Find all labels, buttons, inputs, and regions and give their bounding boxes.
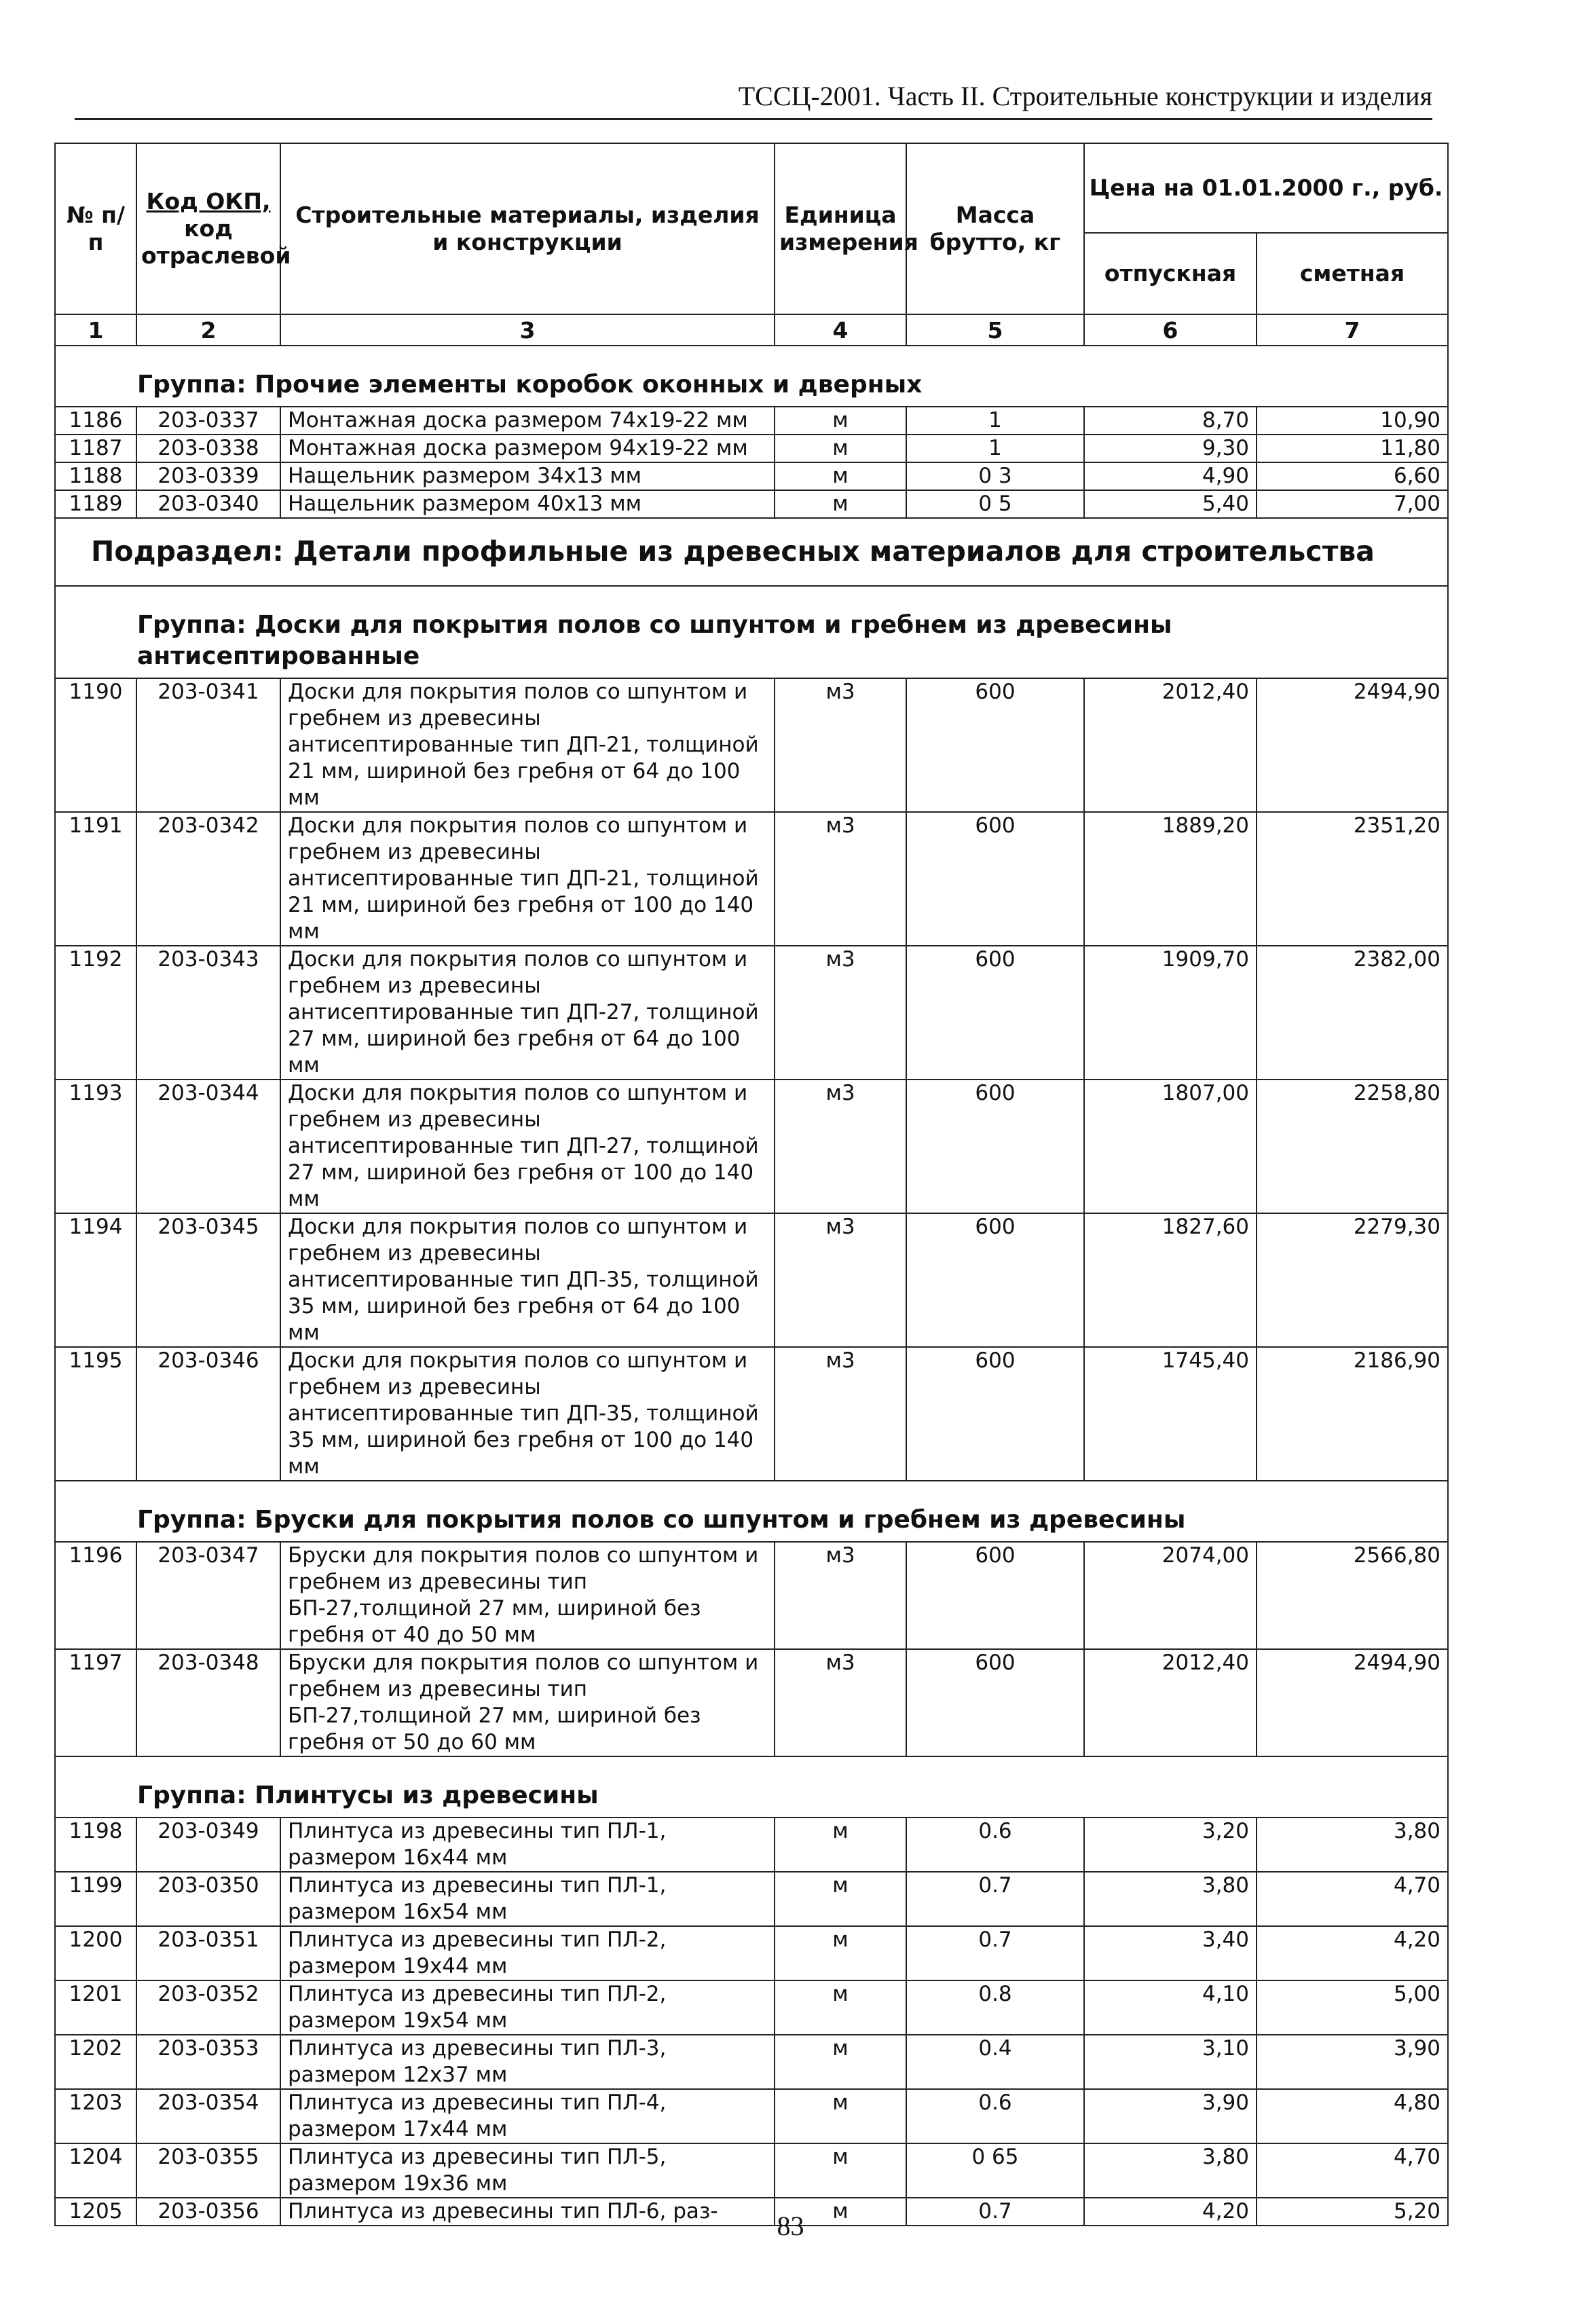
- item-unit: м: [775, 1872, 906, 1926]
- item-number: 1190: [55, 678, 136, 812]
- table-row: [55, 1649, 1448, 1756]
- item-price-release: 1807,00: [1084, 1080, 1257, 1213]
- table-row: [55, 407, 1448, 435]
- item-price-release: 9,30: [1084, 435, 1257, 462]
- group-title: Группа: Доски для покрытия полов со шпунтом и гребнем из древесины антисептированные: [55, 586, 1448, 678]
- item-mass: 600: [906, 1542, 1084, 1649]
- item-number: 1198: [55, 1818, 136, 1872]
- item-number: 1192: [55, 946, 136, 1080]
- item-number: 1200: [55, 1926, 136, 1980]
- item-unit: м: [775, 2143, 906, 2198]
- table-row: [55, 1080, 1448, 1213]
- item-price-release: 4,10: [1084, 1980, 1257, 2035]
- item-price-estimate: 2494,90: [1257, 1649, 1448, 1756]
- item-unit: м: [775, 435, 906, 462]
- item-unit: м3: [775, 812, 906, 946]
- column-number: 6: [1084, 314, 1257, 346]
- item-code: 203-0354: [136, 2089, 280, 2143]
- table-row: [55, 1542, 1448, 1649]
- item-unit: м3: [775, 946, 906, 1080]
- item-price-estimate: 2258,80: [1257, 1080, 1448, 1213]
- item-code: 203-0346: [136, 1347, 280, 1481]
- item-code: 203-0342: [136, 812, 280, 946]
- item-price-release: 1827,60: [1084, 1213, 1257, 1347]
- table-row: [55, 490, 1448, 518]
- item-price-estimate: 5,20: [1257, 2198, 1448, 2226]
- item-mass: 600: [906, 678, 1084, 812]
- item-unit: м3: [775, 1649, 906, 1756]
- item-price-estimate: 10,90: [1257, 407, 1448, 435]
- item-name: Доски для покрытия полов со шпунтом и гребнем из древесины антисептированные тип ДП-27, толщиной 27 мм, шириной без гребня от 64 до 100 мм: [280, 946, 775, 1080]
- group-row: [55, 346, 1448, 407]
- item-unit: м: [775, 490, 906, 518]
- item-number: 1201: [55, 1980, 136, 2035]
- item-name: Плинтуса из древесины тип ПЛ-1, размером 16x44 мм: [280, 1818, 775, 1872]
- item-unit: м3: [775, 1213, 906, 1347]
- column-number: 7: [1257, 314, 1448, 346]
- table-row: [55, 1818, 1448, 1872]
- item-name: Монтажная доска размером 74x19-22 мм: [280, 407, 775, 435]
- item-code: 203-0343: [136, 946, 280, 1080]
- item-number: 1199: [55, 1872, 136, 1926]
- item-code: 203-0347: [136, 1542, 280, 1649]
- item-mass: 0.7: [906, 2198, 1084, 2226]
- item-price-estimate: 2186,90: [1257, 1347, 1448, 1481]
- item-mass: 1: [906, 407, 1084, 435]
- item-name: Плинтуса из древесины тип ПЛ-6, раз-: [280, 2198, 775, 2226]
- item-mass: 0 65: [906, 2143, 1084, 2198]
- column-number: 5: [906, 314, 1084, 346]
- item-unit: м: [775, 1980, 906, 2035]
- page-number: 83: [777, 2211, 804, 2241]
- item-price-release: 5,40: [1084, 490, 1257, 518]
- table-row: [55, 435, 1448, 462]
- item-number: 1188: [55, 462, 136, 490]
- col-header-materials: Строительные материалы, изделия и конструкции: [280, 143, 775, 314]
- item-number: 1187: [55, 435, 136, 462]
- item-code: 203-0350: [136, 1872, 280, 1926]
- item-number: 1205: [55, 2198, 136, 2226]
- table-row: [55, 2089, 1448, 2143]
- item-unit: м3: [775, 1080, 906, 1213]
- col-header-price-release: отпускная: [1084, 233, 1257, 314]
- table-row: [55, 2035, 1448, 2089]
- item-name: Плинтуса из древесины тип ПЛ-4, размером 17x44 мм: [280, 2089, 775, 2143]
- item-number: 1193: [55, 1080, 136, 1213]
- table-row: [55, 1926, 1448, 1980]
- item-price-estimate: 3,90: [1257, 2035, 1448, 2089]
- item-number: 1203: [55, 2089, 136, 2143]
- item-number: 1194: [55, 1213, 136, 1347]
- item-mass: 0.4: [906, 2035, 1084, 2089]
- item-code: 203-0353: [136, 2035, 280, 2089]
- item-mass: 0 3: [906, 462, 1084, 490]
- group-row: [55, 1756, 1448, 1818]
- item-number: 1196: [55, 1542, 136, 1649]
- item-price-release: 4,90: [1084, 462, 1257, 490]
- item-unit: м: [775, 2089, 906, 2143]
- item-price-release: 3,20: [1084, 1818, 1257, 1872]
- table-row: [55, 1872, 1448, 1926]
- col-header-okp-top: Код ОКП,: [146, 188, 271, 215]
- table-row: [55, 678, 1448, 812]
- item-name: Доски для покрытия полов со шпунтом и гребнем из древесины антисептированные тип ДП-35, толщиной 35 мм, шириной без гребня от 100 до 140 мм: [280, 1347, 775, 1481]
- item-price-release: 4,20: [1084, 2198, 1257, 2226]
- item-mass: 0.6: [906, 2089, 1084, 2143]
- item-price-release: 3,80: [1084, 2143, 1257, 2198]
- item-name: Доски для покрытия полов со шпунтом и гребнем из древесины антисептированные тип ДП-21, толщиной 21 мм, шириной без гребня от 64 до 100 мм: [280, 678, 775, 812]
- table-row: [55, 462, 1448, 490]
- item-mass: 600: [906, 946, 1084, 1080]
- item-number: 1204: [55, 2143, 136, 2198]
- table-row: [55, 1980, 1448, 2035]
- item-name: Плинтуса из древесины тип ПЛ-5, размером 19x36 мм: [280, 2143, 775, 2198]
- item-name: Плинтуса из древесины тип ПЛ-2, размером 19x54 мм: [280, 1980, 775, 2035]
- item-unit: м: [775, 462, 906, 490]
- item-number: 1189: [55, 490, 136, 518]
- item-price-release: 2012,40: [1084, 1649, 1257, 1756]
- item-code: 203-0351: [136, 1926, 280, 1980]
- item-code: 203-0344: [136, 1080, 280, 1213]
- table-row: [55, 2143, 1448, 2198]
- item-code: 203-0356: [136, 2198, 280, 2226]
- item-number: 1197: [55, 1649, 136, 1756]
- item-code: 203-0341: [136, 678, 280, 812]
- item-mass: 0.6: [906, 1818, 1084, 1872]
- item-code: 203-0337: [136, 407, 280, 435]
- item-price-estimate: 4,80: [1257, 2089, 1448, 2143]
- item-unit: м3: [775, 1542, 906, 1649]
- group-title: Группа: Бруски для покрытия полов со шпунтом и гребнем из древесины: [55, 1481, 1448, 1542]
- item-price-estimate: 2382,00: [1257, 946, 1448, 1080]
- col-header-no: № п/п: [55, 143, 136, 314]
- item-number: 1191: [55, 812, 136, 946]
- item-price-release: 2074,00: [1084, 1542, 1257, 1649]
- item-code: 203-0349: [136, 1818, 280, 1872]
- item-price-estimate: 4,20: [1257, 1926, 1448, 1980]
- col-header-price-estimate: сметная: [1257, 233, 1448, 314]
- item-name: Нащельник размером 34x13 мм: [280, 462, 775, 490]
- col-header-okp-bottom: код отраслевой: [141, 215, 291, 269]
- column-number: 2: [136, 314, 280, 346]
- item-unit: м3: [775, 1347, 906, 1481]
- table-row: [55, 1347, 1448, 1481]
- item-price-estimate: 2279,30: [1257, 1213, 1448, 1347]
- item-name: Доски для покрытия полов со шпунтом и гребнем из древесины антисептированные тип ДП-21, толщиной 21 мм, шириной без гребня от 100 до 140 мм: [280, 812, 775, 946]
- col-header-mass: Масса брутто, кг: [906, 143, 1084, 314]
- subsection-row: [55, 518, 1448, 586]
- item-price-estimate: 7,00: [1257, 490, 1448, 518]
- item-price-estimate: 2351,20: [1257, 812, 1448, 946]
- item-mass: 1: [906, 435, 1084, 462]
- item-name: Плинтуса из древесины тип ПЛ-1, размером 16x54 мм: [280, 1872, 775, 1926]
- item-unit: м: [775, 2198, 906, 2226]
- item-unit: м: [775, 2035, 906, 2089]
- item-price-release: 1889,20: [1084, 812, 1257, 946]
- col-header-unit: Единица измерения: [775, 143, 906, 314]
- table-body: [55, 346, 1448, 2226]
- group-row: [55, 1481, 1448, 1542]
- col-header-okp: [136, 143, 291, 314]
- item-number: 1202: [55, 2035, 136, 2089]
- item-number: 1186: [55, 407, 136, 435]
- column-number-row: [55, 314, 1448, 346]
- item-mass: 600: [906, 812, 1084, 946]
- item-code: 203-0338: [136, 435, 280, 462]
- column-number: 3: [280, 314, 775, 346]
- item-number: 1195: [55, 1347, 136, 1481]
- item-code: 203-0355: [136, 2143, 280, 2198]
- item-price-estimate: 4,70: [1257, 2143, 1448, 2198]
- item-unit: м3: [775, 678, 906, 812]
- item-mass: 0.7: [906, 1926, 1084, 1980]
- item-name: Монтажная доска размером 94x19-22 мм: [280, 435, 775, 462]
- item-mass: 0.8: [906, 1980, 1084, 2035]
- item-mass: 600: [906, 1347, 1084, 1481]
- item-price-estimate: 6,60: [1257, 462, 1448, 490]
- item-code: 203-0339: [136, 462, 280, 490]
- item-price-release: 3,10: [1084, 2035, 1257, 2089]
- item-price-release: 3,80: [1084, 1872, 1257, 1926]
- item-code: 203-0348: [136, 1649, 280, 1756]
- item-unit: м: [775, 1818, 906, 1872]
- item-price-release: 2012,40: [1084, 678, 1257, 812]
- item-price-estimate: 11,80: [1257, 435, 1448, 462]
- item-name: Бруски для покрытия полов со шпунтом и гребнем из древесины тип БП-27,толщиной 27 мм, шириной без гребня от 40 до 50 мм: [280, 1542, 775, 1649]
- item-mass: 600: [906, 1080, 1084, 1213]
- table-row: [55, 1213, 1448, 1347]
- table-row: [55, 812, 1448, 946]
- table-row: [55, 946, 1448, 1080]
- subsection-title: Подраздел: Детали профильные из древесных материалов для строительства: [55, 518, 1448, 586]
- item-code: 203-0345: [136, 1213, 280, 1347]
- item-name: Плинтуса из древесины тип ПЛ-3, размером 12x37 мм: [280, 2035, 775, 2089]
- column-number: 4: [775, 314, 906, 346]
- item-mass: 0.7: [906, 1872, 1084, 1926]
- item-price-estimate: 2494,90: [1257, 678, 1448, 812]
- item-price-estimate: 5,00: [1257, 1980, 1448, 2035]
- item-price-release: 3,40: [1084, 1926, 1257, 1980]
- group-title: Группа: Плинтусы из древесины: [55, 1756, 1448, 1818]
- item-price-release: 3,90: [1084, 2089, 1257, 2143]
- item-price-release: 8,70: [1084, 407, 1257, 435]
- item-price-release: 1745,40: [1084, 1347, 1257, 1481]
- item-name: Доски для покрытия полов со шпунтом и гребнем из древесины антисептированные тип ДП-35, толщиной 35 мм, шириной без гребня от 64 до 100 мм: [280, 1213, 775, 1347]
- item-name: Доски для покрытия полов со шпунтом и гребнем из древесины антисептированные тип ДП-27, толщиной 27 мм, шириной без гребня от 100 до 140 мм: [280, 1080, 775, 1213]
- item-mass: 0 5: [906, 490, 1084, 518]
- item-name: Плинтуса из древесины тип ПЛ-2, размером 19x44 мм: [280, 1926, 775, 1980]
- col-header-price: Цена на 01.01.2000 г., руб.: [1084, 143, 1448, 233]
- item-price-estimate: 2566,80: [1257, 1542, 1448, 1649]
- group-title: Группа: Прочие элементы коробок оконных и дверных: [55, 346, 1448, 407]
- item-unit: м: [775, 407, 906, 435]
- item-mass: 600: [906, 1649, 1084, 1756]
- item-mass: 600: [906, 1213, 1084, 1347]
- price-table: [54, 143, 1449, 2226]
- item-code: 203-0352: [136, 1980, 280, 2035]
- item-price-estimate: 4,70: [1257, 1872, 1448, 1926]
- item-price-estimate: 3,80: [1257, 1818, 1448, 1872]
- group-row: [55, 586, 1448, 678]
- item-unit: м: [775, 1926, 906, 1980]
- column-number: 1: [55, 314, 136, 346]
- item-name: Нащельник размером 40x13 мм: [280, 490, 775, 518]
- item-code: 203-0340: [136, 490, 280, 518]
- item-name: Бруски для покрытия полов со шпунтом и гребнем из древесины тип БП-27,толщиной 27 мм, шириной без гребня от 50 до 60 мм: [280, 1649, 775, 1756]
- item-price-release: 1909,70: [1084, 946, 1257, 1080]
- running-title: ТССЦ-2001. Часть II. Строительные конструкции и изделия: [75, 80, 1432, 120]
